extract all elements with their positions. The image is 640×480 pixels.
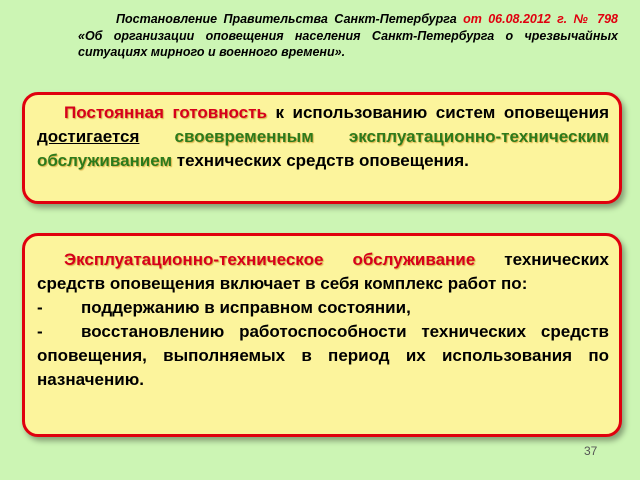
readiness-text: к использованию систем оповещения bbox=[266, 103, 610, 122]
achieved-word: достигается bbox=[37, 127, 140, 146]
maintenance-term: Эксплуатационно-техническое обслуживание bbox=[64, 250, 476, 269]
service-phrase: своевременным эксплуатационно-техническим обслуживанием bbox=[37, 127, 609, 170]
list-item-text: поддержанию в исправном состоянии, bbox=[81, 298, 411, 317]
maintenance-text: технических средств оповещения включает в себя комплекс работ по: bbox=[37, 250, 609, 293]
bullet-dash: - bbox=[37, 298, 43, 317]
bullet-dash: - bbox=[37, 322, 43, 341]
regulation-citation bbox=[78, 11, 618, 61]
readiness-term: Постоянная готовность bbox=[64, 103, 267, 122]
citation-number: № 798 bbox=[573, 12, 618, 26]
readiness-paragraph bbox=[37, 101, 609, 173]
list-item-text: восстановлению работоспособности технических средств оповещения, выполняемых в период их использования по назначению. bbox=[37, 322, 609, 389]
readiness-box bbox=[22, 92, 622, 204]
list-item bbox=[37, 320, 609, 392]
list-item bbox=[37, 296, 609, 320]
maintenance-paragraph bbox=[37, 248, 609, 296]
readiness-tail: технических средств оповещения. bbox=[172, 151, 469, 170]
maintenance-box bbox=[22, 233, 622, 437]
citation-date: от 06.08.2012 г. bbox=[463, 12, 568, 26]
page-number: 37 bbox=[584, 444, 598, 458]
citation-title: «Об организации оповещения населения Санкт-Петербурга о чрезвычайных ситуациях мирного и военного времени». bbox=[78, 28, 618, 59]
citation-text: Постановление Правительства Санкт-Петербурга bbox=[116, 12, 464, 26]
readiness-space bbox=[139, 127, 174, 146]
